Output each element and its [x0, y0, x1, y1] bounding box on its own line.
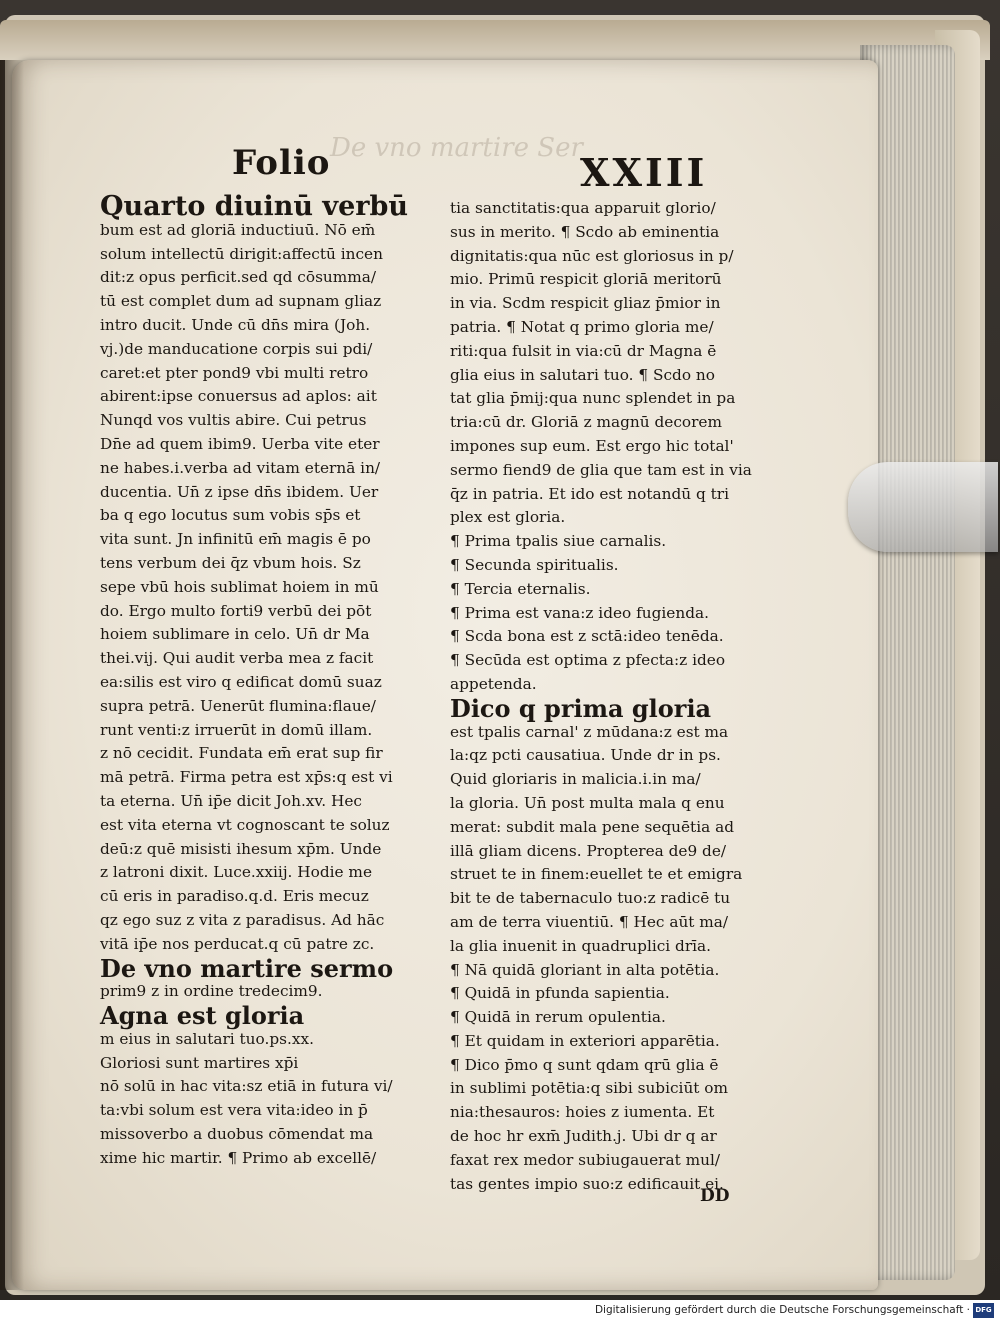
text-line: cū eris in paradiso.q.d. Eris mecuz — [100, 887, 369, 906]
text-line: ¶ Scda bona est z sctā:ideo tenēda. — [450, 627, 724, 646]
text-line: hoiem sublimare in celo. Un̄ dr Ma — [100, 625, 370, 644]
right-column — [450, 197, 795, 1196]
text-line: tat glia p̄mij:qua nunc splendet in pa — [450, 389, 736, 408]
text-line: de hoc hr exm̄ Judith.j. Ubi dr q ar — [450, 1127, 717, 1146]
text-line: thei.vij. Qui audit verba mea z facit — [100, 649, 374, 668]
text-line: prim9 z in ordine tredecim9. — [100, 982, 323, 1001]
text-line: bit te de tabernaculo tuo:z radicē tu — [450, 889, 731, 908]
text-line: missoverbo a duobus cōmendat ma — [100, 1125, 374, 1144]
text-line: vj.)de manducatione corpis sui pdi/ — [100, 339, 373, 358]
text-line: am de terra viuentiū. ¶ Hec aūt ma/ — [450, 912, 729, 931]
text-line: tū est complet dum ad supnam gliaz — [100, 292, 382, 311]
text-line: sermo fiend9 de glia que tam est in via — [450, 460, 752, 479]
text-line: est tpalis carnal' z mūdana:z est ma — [450, 722, 729, 741]
text-line: De vno martire sermo — [100, 953, 394, 983]
dfg-logo-icon: DFG — [973, 1303, 994, 1318]
running-header-folio: Folio — [232, 143, 331, 183]
text-line: Nunqd vos vultis abire. Cui petrus — [100, 411, 367, 430]
text-line: supra petrā. Uenerūt flumina:flaue/ — [100, 696, 376, 715]
text-line: q̄z in patria. Et ido est notandū q tri — [450, 484, 729, 503]
book-cover-top — [0, 20, 990, 60]
text-line: riti:qua fulsit in via:cū dr Magna ē — [450, 341, 717, 360]
text-line: vita sunt. Jn infinitū em̄ magis ē po — [100, 530, 371, 549]
text-line: la gloria. Un̄ post multa mala q enu — [450, 793, 725, 812]
plastic-page-clip — [848, 462, 998, 552]
text-line: tia sanctitatis:qua apparuit glorio/ — [450, 199, 716, 217]
text-line: Gloriosi sunt martires xp̄i — [100, 1053, 299, 1072]
credit-bar — [0, 1300, 1000, 1322]
text-line: ea:silis est viro q edificat domū suaz — [100, 672, 382, 691]
text-line: abirent:ipse conuersus ad aplos: ait — [100, 387, 377, 406]
text-line: solum intellectū dirigit:affectū incen — [100, 244, 383, 263]
text-line: in via. Scdm respicit gliaz p̄mior in — [450, 294, 721, 313]
text-line: ¶ Secunda spiritualis. — [450, 555, 619, 574]
text-line: la:qz pcti causatiua. Unde dr in ps. — [450, 746, 721, 765]
text-line: merat: subdit mala pene sequētia ad — [450, 817, 734, 836]
text-line: Dn̄e ad quem ibim9. Uerba vite eter — [100, 434, 380, 453]
text-line: ¶ Prima est vana:z ideo fugienda. — [450, 603, 709, 622]
text-line: mio. Primū respicit gloriā meritorū — [450, 270, 722, 289]
text-line: ducentia. Un̄ z ipse dn̄s ibidem. Uer — [100, 482, 379, 501]
signature-mark: DD — [700, 1186, 730, 1206]
text-line: patria. ¶ Notat q primo gloria me/ — [450, 317, 714, 336]
text-line: caret:et pter pond9 vbi multi retro — [100, 363, 369, 382]
text-line: Agna est gloria — [100, 1001, 305, 1031]
text-line: ¶ Et quidam in exteriori apparētia. — [450, 1031, 720, 1050]
left-column — [100, 191, 438, 1171]
text-line: Dico q prima gloria — [450, 693, 712, 723]
text-line: ¶ Nā quidā gloriant in alta potētia. — [450, 960, 720, 979]
text-line: mā petrā. Firma petra est xp̄s:q est vi — [100, 768, 393, 787]
text-line: ne habes.i.verba ad vitam eternā in/ — [100, 458, 381, 477]
text-line: z latroni dixit. Luce.xxiij. Hodie me — [100, 863, 372, 882]
folio-number: XXIII — [580, 150, 708, 195]
text-line: z nō cecidit. Fundata em̄ erat sup fir — [100, 744, 383, 763]
text-line: tas gentes impio suo:z edificauit ei. — [450, 1174, 724, 1193]
text-line: xime hic martir. ¶ Primo ab excellē/ — [100, 1148, 377, 1167]
text-line: struet te in finem:euellet te et emigra — [450, 865, 743, 884]
text-line: dit:z opus perficit.sed qd cōsumma/ — [100, 268, 377, 287]
text-line: ta eterna. Un̄ ip̄e dicit Joh.xv. Hec — [100, 791, 362, 810]
text-line: Quid gloriaris in malicia.i.in ma/ — [450, 770, 701, 789]
text-line: deū:z quē misisti ihesum xp̄m. Unde — [100, 839, 382, 858]
text-line: ¶ Quidā in rerum opulentia. — [450, 1008, 666, 1027]
text-line: do. Ergo multo forti9 verbū dei pōt — [100, 601, 372, 620]
text-line: vitā ip̄e nos perducat.q cū patre zc. — [100, 934, 375, 953]
text-line: glia eius in salutari tuo. ¶ Scdo no — [450, 365, 715, 384]
text-line: faxat rex medor subiugauerat mul/ — [450, 1150, 721, 1169]
text-line: ta:vbi solum est vera vita:ideo in p̄ — [100, 1101, 368, 1120]
text-line: la glia inuenit in quadruplici drīa. — [450, 936, 712, 955]
text-line: m eius in salutari tuo.ps.xx. — [100, 1029, 314, 1048]
dfg-credit-text: Digitalisierung gefördert durch die Deutsche Forschungsgemeinschaft · — [594, 1304, 970, 1316]
text-line: dignitatis:qua nūc est gloriosus in p/ — [450, 246, 734, 265]
text-line: ¶ Dico p̄mo q sunt qdam qrū glia ē — [450, 1055, 719, 1074]
text-line: sus in merito. ¶ Scdo ab eminentia — [450, 222, 720, 241]
text-line: appetenda. — [450, 674, 537, 693]
text-line: ba q ego locutus sum vobis sp̄s et — [100, 506, 361, 525]
text-line: tens verbum dei q̄z vbum hois. Sz — [100, 553, 361, 572]
text-line: ¶ Secūda est optima z pfecta:z ideo — [450, 651, 726, 670]
text-line: nia:thesauros: hoies z iumenta. Et — [450, 1103, 715, 1122]
show-through-header: De vno martire Ser — [330, 133, 583, 163]
text-line: intro ducit. Unde cū dn̄s mira (Joh. — [100, 315, 371, 334]
text-line: impones sup eum. Est ergo hic total' — [450, 436, 734, 455]
text-line: nō solū in hac vita:sz etiā in futura vi/ — [100, 1077, 393, 1096]
text-line: in sublimi potētia:q sibi subiciūt om — [450, 1079, 729, 1098]
text-line: est vita eterna vt cognoscant te soluz — [100, 815, 390, 834]
text-line: bum est ad gloriā inductiuū. Nō em̄ — [100, 220, 376, 239]
text-line: ¶ Quidā in pfunda sapientia. — [450, 984, 670, 1003]
text-line: illā gliam dicens. Propterea de9 de/ — [450, 841, 727, 860]
text-line: runt venti:z irruerūt in domū illam. — [100, 720, 373, 739]
text-line: sepe vbū hois sublimat hoiem in mū — [100, 577, 379, 596]
text-line: qz ego suz z vita z paradisus. Ad hāc — [100, 910, 385, 929]
text-line: plex est gloria. — [450, 508, 566, 527]
text-line: ¶ Prima tpalis siue carnalis. — [450, 532, 667, 551]
text-line: tria:cū dr. Gloriā z magnū decorem — [450, 413, 722, 432]
text-line: ¶ Tercia eternalis. — [450, 579, 591, 598]
gutter-shadow — [0, 60, 24, 1290]
text-line: Quarto diuinū verbū — [100, 191, 409, 222]
